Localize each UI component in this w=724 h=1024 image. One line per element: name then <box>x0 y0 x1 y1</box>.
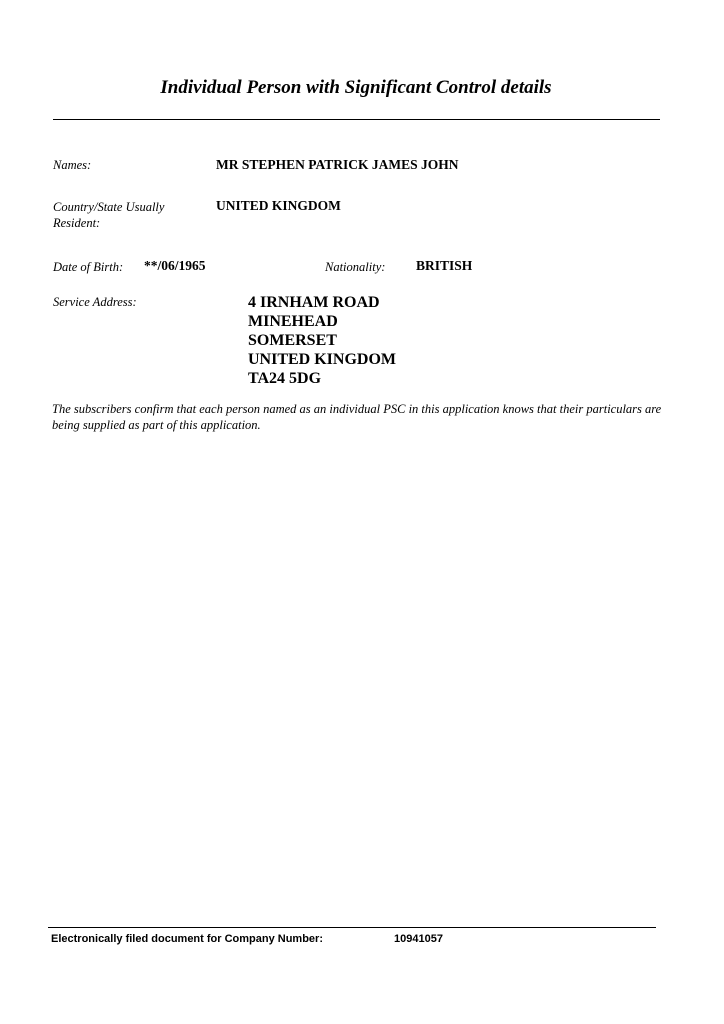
address-line: 4 IRNHAM ROAD <box>248 294 380 311</box>
confirmation-statement: The subscribers confirm that each person named as an individual PSC in this application knows that their particulars are being supplied as part of this application. <box>52 402 662 432</box>
names-value: MR STEPHEN PATRICK JAMES JOHN <box>216 157 459 172</box>
footer-label: Electronically filed document for Company Number: <box>51 933 323 945</box>
residence-label <box>53 199 164 231</box>
address-line: MINEHEAD <box>248 313 338 330</box>
names-label: Names: <box>53 158 92 172</box>
address-line: UNITED KINGDOM <box>248 351 397 368</box>
address-line: TA24 5DG <box>248 370 322 387</box>
service-address-block <box>248 293 396 388</box>
residence-label-line1: Country/State Usually <box>53 200 165 214</box>
residence-label-line2: Resident: <box>53 216 101 230</box>
birth-label: Date of Birth: <box>53 260 124 274</box>
nationality-value: BRITISH <box>416 258 473 273</box>
footer-divider <box>48 927 656 928</box>
birth-value: **/06/1965 <box>144 258 206 273</box>
address-line: SOMERSET <box>248 332 337 349</box>
service-address-label: Service Address: <box>53 295 137 309</box>
page-title: Individual Person with Significant Control details <box>160 77 552 98</box>
company-number: 10941057 <box>394 933 443 945</box>
residence-value: UNITED KINGDOM <box>216 198 341 213</box>
title-divider <box>53 119 660 120</box>
nationality-label: Nationality: <box>325 260 386 274</box>
